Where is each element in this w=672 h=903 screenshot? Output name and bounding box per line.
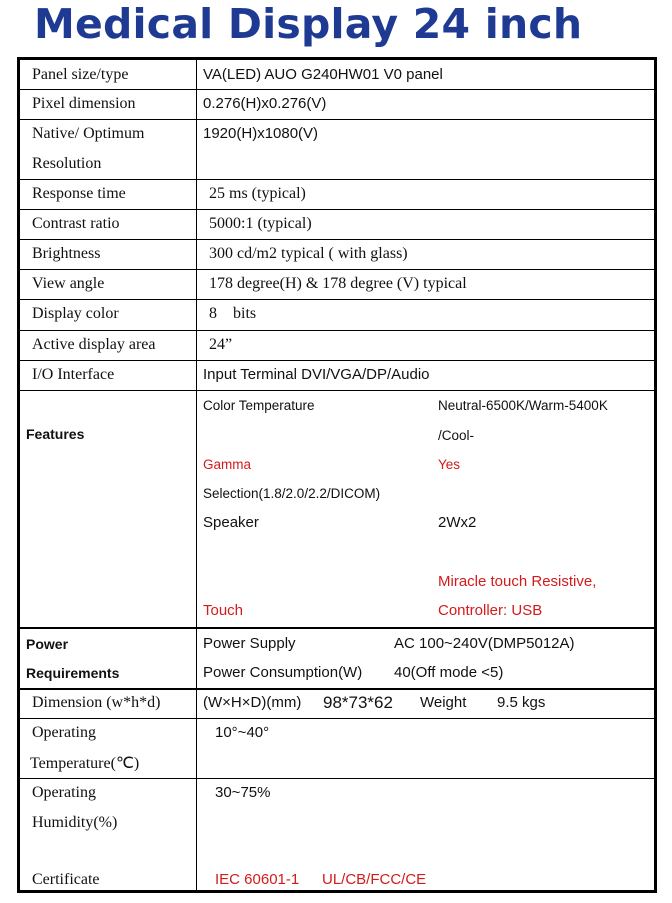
- pixel-value: 0.276(H)x0.276(V): [203, 95, 327, 112]
- display-color-value: 8 bits: [209, 305, 257, 322]
- table-row-operating-temperature: [20, 718, 654, 779]
- gamma-label: Gamma: [203, 457, 252, 472]
- contrast-label: Contrast ratio: [32, 215, 120, 232]
- features-label: Features: [26, 426, 85, 442]
- table-row-active-area: [20, 330, 654, 361]
- operating-humidity-label-2: Humidity(%): [32, 814, 118, 831]
- color-temp-value-1: Neutral-6500K/Warm-5400K: [438, 398, 608, 413]
- power-label-1: Power: [26, 636, 69, 652]
- view-value: 178 degree(H) & 178 degree (V) typical: [209, 275, 467, 292]
- table-row-resolution: [20, 119, 654, 180]
- io-value: Input Terminal DVI/VGA/DP/Audio: [203, 366, 430, 383]
- gamma-selection: Selection(1.8/2.0/2.2/DICOM): [203, 486, 381, 501]
- table-row-response: [20, 179, 654, 210]
- gamma-value: Yes: [438, 457, 461, 472]
- table-row-view-angle: [20, 269, 654, 300]
- dimension-label: Dimension (w*h*d): [32, 694, 161, 711]
- power-consumption-label: Power Consumption(W): [203, 664, 363, 681]
- dimension-value: 98*73*62: [323, 693, 393, 712]
- dimension-unit: (W×H×D)(mm): [203, 694, 302, 711]
- certificate-label: Certificate: [32, 871, 100, 888]
- power-supply-label: Power Supply: [203, 635, 296, 652]
- touch-label: Touch: [203, 602, 244, 619]
- panel-value: VA(LED) AUO G240HW01 V0 panel: [203, 66, 443, 83]
- response-value: 25 ms (typical): [209, 185, 306, 202]
- view-label: View angle: [32, 275, 105, 292]
- power-label-2: Requirements: [26, 665, 120, 681]
- page-title: Medical Display 24 inch: [34, 0, 583, 48]
- active-area-value: 24”: [209, 336, 233, 353]
- active-area-label: Active display area: [32, 336, 156, 353]
- color-temp-value-2: /Cool-: [438, 428, 475, 443]
- display-color-label: Display color: [32, 305, 119, 322]
- operating-temp-label-1: Operating: [32, 724, 96, 741]
- table-row-contrast: [20, 209, 654, 240]
- touch-value-2: Controller: USB: [438, 602, 543, 619]
- speaker-value: 2Wx2: [438, 514, 477, 531]
- table-row-panel: [20, 60, 654, 90]
- table-row-features: [20, 390, 654, 629]
- table-row-operating-humidity: [20, 778, 654, 890]
- weight-label: Weight: [420, 694, 467, 711]
- table-row-pixel: [20, 89, 654, 120]
- table-row-power: [20, 627, 654, 690]
- operating-humidity-value: 30~75%: [215, 784, 271, 801]
- operating-temp-value: 10°~40°: [215, 724, 270, 741]
- pixel-label: Pixel dimension: [32, 95, 136, 112]
- brightness-label: Brightness: [32, 245, 101, 262]
- power-consumption-value: 40(Off mode <5): [394, 664, 504, 681]
- operating-temp-label-2: Temperature(℃): [30, 755, 140, 772]
- table-row-display-color: [20, 299, 654, 331]
- io-label: I/O Interface: [32, 366, 115, 383]
- resolution-value: 1920(H)x1080(V): [203, 125, 319, 142]
- panel-label: Panel size/type: [32, 66, 129, 83]
- weight-value: 9.5 kgs: [497, 694, 546, 711]
- spec-table: [17, 57, 657, 893]
- table-row-dimension: [20, 688, 654, 719]
- certificate-value-2: UL/CB/FCC/CE: [322, 871, 427, 888]
- resolution-label-2: Resolution: [32, 155, 102, 172]
- color-temp-label: Color Temperature: [203, 398, 315, 413]
- resolution-label-1: Native/ Optimum: [32, 125, 145, 142]
- touch-value-1: Miracle touch Resistive,: [438, 573, 597, 590]
- operating-humidity-label-1: Operating: [32, 784, 96, 801]
- speaker-label: Speaker: [203, 514, 259, 531]
- table-row-io: [20, 360, 654, 391]
- power-supply-value: AC 100~240V(DMP5012A): [394, 635, 575, 652]
- contrast-value: 5000:1 (typical): [209, 215, 312, 232]
- certificate-value-1: IEC 60601-1: [215, 871, 300, 888]
- response-label: Response time: [32, 185, 126, 202]
- brightness-value: 300 cd/m2 typical ( with glass): [209, 245, 408, 262]
- table-row-brightness: [20, 239, 654, 270]
